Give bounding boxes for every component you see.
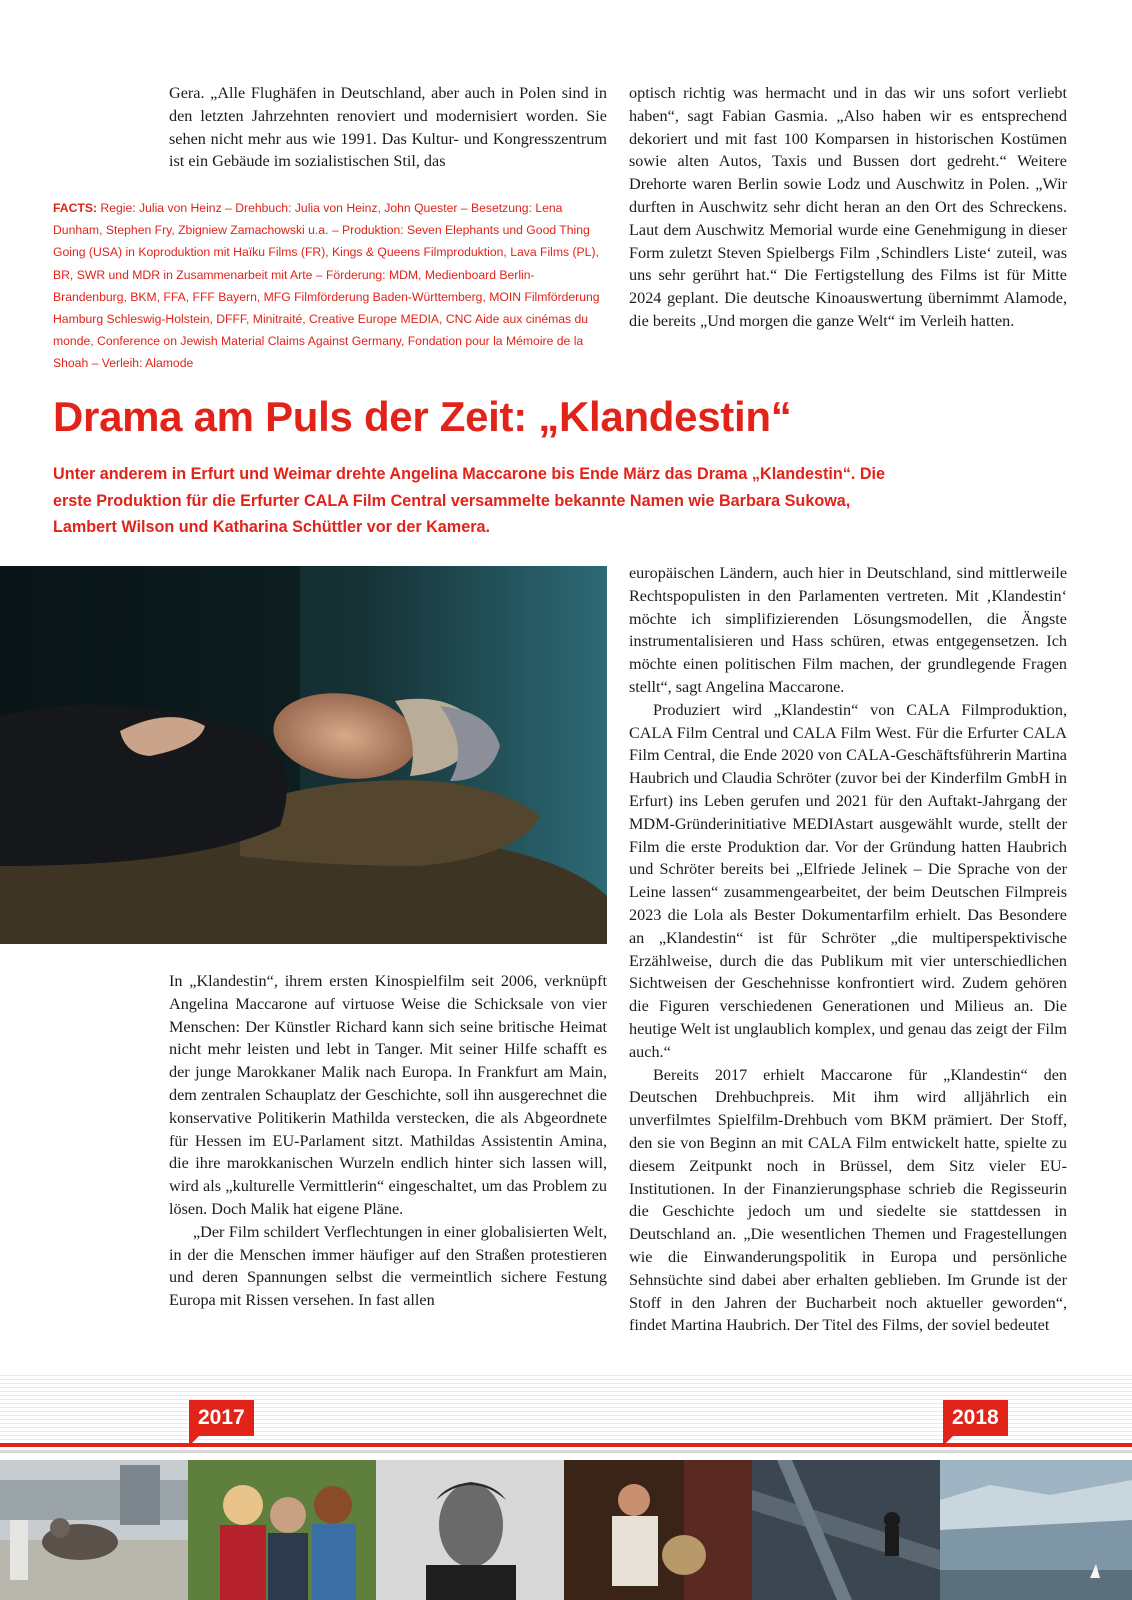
year-tag-2017 xyxy=(189,1400,254,1436)
timeline-thumbnail-aerial-climber xyxy=(752,1460,940,1600)
timeline-thumbnail-glacier xyxy=(940,1460,1132,1600)
article-paragraph: Bereits 2017 erhielt Maccarone für „Klandestin“ den Deutschen Drehbuchpreis. Mit ihm wird alljährlich ein unverfilmtes Spielfilm-Drehbuch vom BKM prämiert. Der Stoff, den sie von Beginn an mit CALA Film entwickelt hatte, spielte zu diesem Zeitpunkt noch in Brüssel, dem Sitz vieler EU-Institutionen. In der Finanzierungsphase schrieb die Regisseurin die Geschichte jedoch um und siedelte sie stattdessen in Deutschland an. „Die wesentlichen Themen und Fragestellungen wie die Einwanderungspolitik in Europa und persönliche Sehnsüchte sind dabei aber erhalten geblieben. Im Grunde ist der Stoff in den Jahren der Bucharbeit noch aktueller geworden“, findet Martina Haubrich. Der Titel des Films, der soviel bedeutet xyxy=(629,1065,1067,1335)
year-label: 2018 xyxy=(952,1406,999,1429)
article-paragraph: „Der Film schildert Verflechtungen in einer globalisierten Welt, in der die Menschen immer häufiger auf den Straßen protestieren und deren Spannungen selbst die vermeintlich sichere Festung Europa mit Rissen versehen. In fast allen xyxy=(169,1222,607,1310)
timeline-strip xyxy=(0,1372,1132,1600)
timeline-thumbnail-man-with-dog xyxy=(564,1460,752,1600)
timeline-thumbnail-three-women xyxy=(188,1460,376,1600)
top-right-paragraph: optisch richtig was hermacht und in das wir uns sofort verliebt haben“, sagt Fabian Gasmia. „Also haben wir es entsprechend dekoriert und mit fast 100 Komparsen in historischen Kostümen sowie alten Autos, Taxis und Bussen dort gedreht.“ Weitere Drehorte waren Berlin sowie Lodz und Auschwitz in Polen. „Wir durften in Auschwitz sehr dicht heran an den Ort des Schreckens. Laut dem Auschwitz Memorial wurde eine Genehmigung in dieser Form zuletzt Steven Spielbergs Film ‚Schindlers Liste‘ zuteil, was uns sehr gerührt hat.“ Die Fertigstellung des Films ist für Mitte 2024 geplant. Die deutsche Kinoauswertung übernimmt Alamode, die bereits „Und morgen die ganze Welt“ im Verleih hatten. xyxy=(629,84,1067,330)
article-paragraph: In „Klandestin“, ihrem ersten Kinospielfilm seit 2006, verknüpft Angelina Maccarone auf virtuose Weise die Schicksale von vier Menschen: Der Künstler Richard kann sich seine britische Heimat nicht mehr leisten und lebt in Tanger. Mit seiner Hilfe schafft es der junge Marokkaner Malik nach Europa. In Frankfurt am Main, dem zentralen Schauplatz der Geschichte, soll ihn ausgerechnet die konservative Politikerin Mathilda verstecken, die als Abgeordnete für Hessen im EU-Parlament sitzt. Mathildas Assistentin Amina, die ihre marokkanischen Wurzeln endlich hinter sich lassen will, wird als „kulturelle Vermittlerin“ eingeschaltet, um das Problem zu lösen. Doch Malik hat eigene Pläne. xyxy=(169,972,607,1218)
year-label: 2017 xyxy=(198,1406,245,1429)
year-tag-notch xyxy=(943,1436,953,1446)
facts-label: FACTS: xyxy=(53,201,98,215)
article-paragraph: europäischen Ländern, auch hier in Deutschland, sind mittlerweile Rechtspopulisten in den Parlamenten vertreten. Mit ‚Klandestin‘ möchte ich simplifizierenden Lösungsmodellen, die Ängste instrumentalisieren und Hass schüren, etwas entgegensetzen. Ich möchte einen politischen Film machen, der grundlegende Fragen stellt“, sagt Angelina Maccarone. xyxy=(629,564,1067,696)
facts-text: Regie: Julia von Heinz – Drehbuch: Julia von Heinz, John Quester – Besetzung: Lena Dunham, Stephen Fry, Zbigniew Zamachowski u.a. – Produktion: Seven Elephants und Good Thing Going (USA) in Koproduktion mit Haïku Films (FR), Kings & Queens Filmproduktion, Lava Films (PL), BR, SWR und MDR in Zusammenarbeit mit Arte – Förderung: MDM, Medienboard Berlin-Brandenburg, BKM, FFA, FFF Bayern, MFG Filmförderung Baden-Württemberg, MOIN Filmförderung Hamburg Schleswig-Holstein, DFFF, Minitraité, Creative Europe MEDIA, CNC Aide aux cinémas du monde, Conference on Jewish Material Claims Against Germany, Fondation pour la Mémoire de la Shoah – Verleih: Alamode xyxy=(53,201,600,371)
article-paragraph: Produziert wird „Klandestin“ von CALA Filmproduktion, CALA Film Central und CALA Film West. Für die Erfurter CALA Film Central, die Ende 2020 von CALA-Geschäftsführerin Martina Haubrich und Claudia Schröter (zuvor bei der Kinderfilm GmbH in Erfurt) ins Leben gerufen und 2021 für den Auftakt-Jahrgang der MDM-Gründerinitiative MEDIAstart ausgewählt wurde, stellt der Film die erste Produktion dar. Vor der Gründung hatten Haubrich und Schröter bereits bei „Elfriede Jelinek – Die Sprache von der Leine lassen“ zusammengearbeitet, der beim Deutschen Filmpreis 2023 die Lola als Bester Dokumentarfilm erhielt. Das Besondere an „Klandestin“ ist für Schröter „die multiperspektivische Erzählweise, durch die das Publikum mit vier unterschiedlichen Sichtweisen der Geschehnisse konfrontiert wird. Zudem gehören die Figuren verschiedenen Generationen und Milieus an. Die heutige Welt ist unglaublich komplex, und genau das zeigt der Film auch.“ xyxy=(629,700,1067,1061)
article-lead: Unter anderem in Erfurt und Weimar drehte Angelina Maccarone bis Ende März das Drama „Klandestin“. Die erste Produktion für die Erfurter CALA Film Central versammelte bekannte Namen wie Barbara Sukowa, Lambert Wilson und Katharina Schüttler vor der Kamera. xyxy=(53,465,886,536)
article-right-column xyxy=(629,562,1067,1337)
year-tag-2018 xyxy=(943,1400,1008,1436)
year-tag-notch xyxy=(189,1436,199,1446)
timeline-thumbnail-portrait-bw xyxy=(376,1460,564,1600)
top-left-column xyxy=(169,82,607,173)
article-left-column xyxy=(169,970,607,1312)
article-headline: Drama am Puls der Zeit: „Klandestin“ xyxy=(53,393,792,440)
timeline-red-line xyxy=(0,1443,1132,1447)
timeline-thumbnail-wolf-city xyxy=(0,1460,188,1600)
film-still-photo xyxy=(0,566,607,944)
top-right-column xyxy=(629,82,1067,333)
top-left-paragraph: Gera. „Alle Flughäfen in Deutschland, aber auch in Polen sind in den letzten Jahrzehnten renoviert und modernisiert worden. Sie sehen nicht mehr aus wie 1991. Das Kultur- und Kongresszentrum ist ein Gebäude im sozialistischen Stil, das xyxy=(169,84,607,171)
facts-box xyxy=(53,197,608,375)
timeline-grey-line xyxy=(0,1450,1132,1453)
